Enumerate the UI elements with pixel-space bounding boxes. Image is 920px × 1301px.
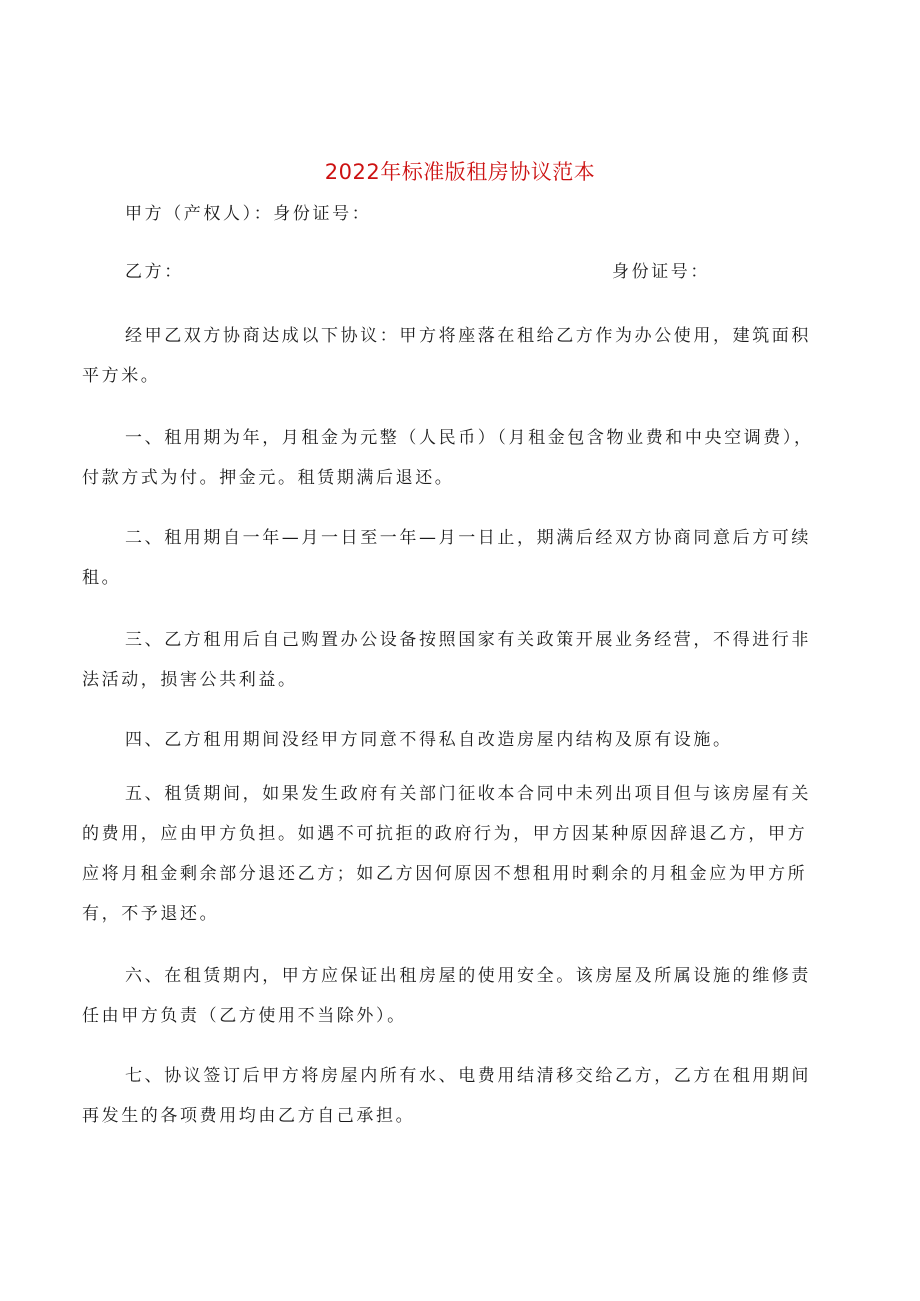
paragraph-line: 平方米。	[82, 366, 161, 386]
paragraph-clause-3	[82, 620, 842, 700]
paragraph-line: 经甲乙双方协商达成以下协议：甲方将座落在租给乙方作为办公使用，建筑面积	[125, 326, 811, 346]
paragraph-line: 一、租用期为年，月租金为元整（人民币）（月租金包含物业费和中央空调费），	[125, 428, 814, 448]
paragraph-clause-1	[82, 418, 842, 498]
document-title: 2022年标准版租房协议范本	[324, 160, 596, 184]
party-b-label: 乙方：	[125, 262, 184, 282]
paragraph-line: 七、协议签订后甲方将房屋内所有水、电费用结清移交给乙方，乙方在租用期间	[125, 1066, 811, 1086]
paragraph-line: 付款方式为付。押金元。租赁期满后退还。	[82, 468, 455, 488]
paragraph-clause-6	[82, 956, 842, 1036]
paragraph-line: 有，不予退还。	[82, 904, 220, 924]
paragraph-line: 六、在租赁期内，甲方应保证出租房屋的使用安全。该房屋及所属设施的维修责	[125, 966, 811, 986]
paragraph-clause-2	[82, 518, 842, 598]
paragraph-clause-5	[82, 774, 842, 934]
paragraph-line: 的费用，应由甲方负担。如遇不可抗拒的政府行为，甲方因某种原因辞退乙方，甲方	[82, 824, 808, 844]
paragraph-line: 租。	[82, 568, 122, 588]
paragraph-clause-4	[82, 720, 842, 760]
paragraph-line: 应将月租金剩余部分退还乙方；如乙方因何原因不想租用时剩余的月租金应为甲方所	[82, 864, 808, 884]
party-a-line	[82, 200, 885, 228]
paragraph-line: 任由甲方负责（乙方使用不当除外）。	[82, 1006, 407, 1026]
paragraph-line: 五、租赁期间，如果发生政府有关部门征收本合同中未列出项目但与该房屋有关	[125, 784, 811, 804]
party-b-line	[82, 258, 842, 286]
paragraph-intro	[82, 316, 842, 396]
paragraph-line: 三、乙方租用后自己购置办公设备按照国家有关政策开展业务经营，不得进行非	[125, 630, 811, 650]
party-a-text: 甲方（产权人）：身份证号：	[125, 204, 372, 224]
paragraph-line: 二、租用期自一年—月一日至一年—月一日止，期满后经双方协商同意后方可续	[125, 528, 811, 548]
paragraph-line: 四、乙方租用期间没经甲方同意不得私自改造房屋内结构及原有设施。	[125, 730, 733, 750]
paragraph-line: 法活动，损害公共利益。	[82, 670, 298, 690]
paragraph-line: 再发生的各项费用均由乙方自己承担。	[82, 1106, 416, 1126]
party-b-id-label: 身份证号：	[612, 262, 710, 282]
paragraph-clause-7	[82, 1056, 842, 1136]
